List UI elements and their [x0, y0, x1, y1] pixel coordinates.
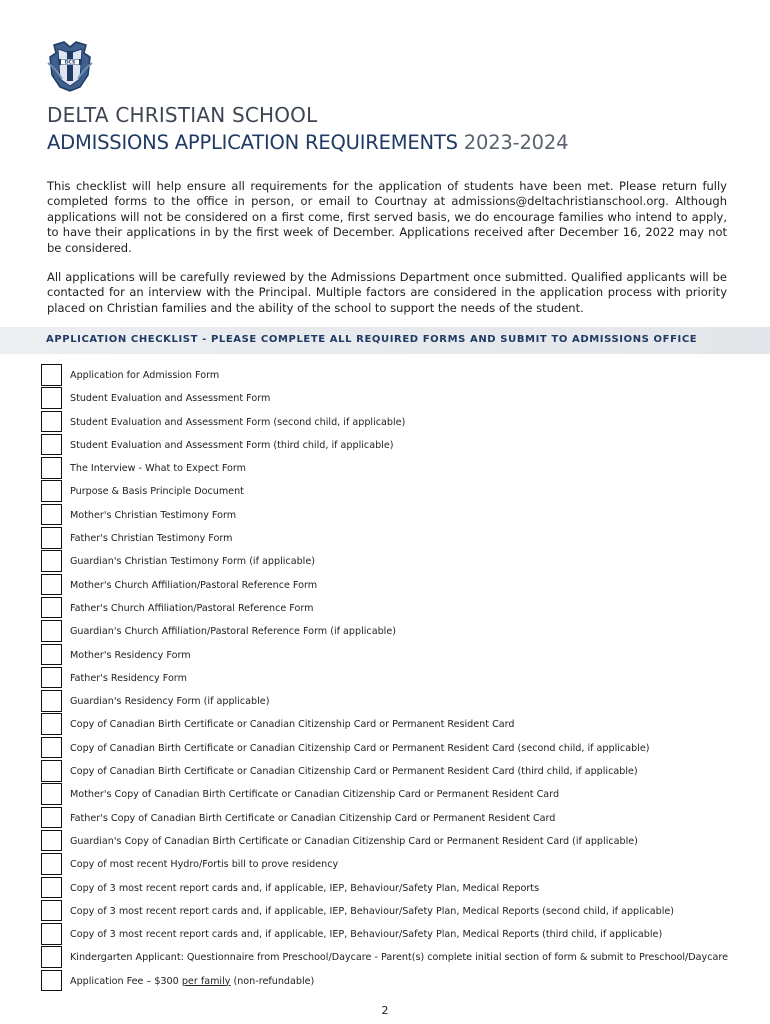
checkbox[interactable]	[41, 946, 62, 968]
checklist-item-label: Copy of 3 most recent report cards and, if applicable, IEP, Behaviour/Safety Plan, Medical Reports (third child, if applicable)	[70, 929, 663, 941]
checklist-item-label: Copy of Canadian Birth Certificate or Canadian Citizenship Card or Permanent Resident Card	[70, 719, 515, 731]
checkbox[interactable]	[41, 620, 62, 642]
checkbox[interactable]	[41, 504, 62, 526]
checklist-item-label	[70, 976, 314, 987]
checklist-item-label: Mother's Copy of Canadian Birth Certificate or Canadian Citizenship Card or Permanent Resident Card	[70, 789, 560, 801]
checkbox[interactable]	[41, 644, 62, 666]
checklist-item-label: Father's Copy of Canadian Birth Certificate or Canadian Citizenship Card or Permanent Resident Card	[70, 812, 556, 824]
checklist-item-label: Purpose & Basis Principle Document	[70, 486, 244, 498]
checklist-banner	[0, 327, 770, 354]
checkbox[interactable]	[41, 807, 62, 829]
checkbox[interactable]	[41, 527, 62, 549]
checklist-item-label: Guardian's Christian Testimony Form (if applicable)	[70, 556, 315, 568]
checkbox[interactable]	[41, 597, 62, 619]
checklist-item-label: Father's Residency Form	[70, 672, 187, 684]
checklist-item-label: Application for Admission Form	[70, 370, 220, 381]
checkbox[interactable]	[41, 434, 62, 456]
checklist-item-label: Student Evaluation and Assessment Form (third child, if applicable)	[70, 439, 394, 451]
checklist-item-label: Mother's Christian Testimony Form	[70, 509, 237, 521]
checkbox[interactable]	[41, 830, 62, 852]
checkbox[interactable]	[41, 411, 62, 433]
checkbox[interactable]	[41, 550, 62, 572]
fee-per-family: per family	[181, 975, 231, 987]
checkbox[interactable]	[41, 853, 62, 875]
checklist-item-label: Guardian's Residency Form (if applicable)	[70, 696, 270, 708]
checkbox[interactable]	[41, 877, 62, 899]
checkbox[interactable]	[41, 574, 62, 596]
checklist-item-label: Guardian's Church Affiliation/Pastoral Reference Form (if applicable)	[70, 626, 396, 638]
page-title	[47, 131, 568, 154]
checkbox[interactable]	[41, 737, 62, 759]
checklist-item-label: Copy of most recent Hydro/Fortis bill to prove residency	[70, 859, 339, 871]
page-number: 2	[381, 1004, 389, 1017]
checklist-item-label: Mother's Residency Form	[70, 649, 191, 661]
intro-paragraph-1: This checklist will help ensure all requirements for the application of students have been met. Please return fully completed forms to the office in person, or email to Courtnay at admissions@deltachristianschool.org. Although applications will not be considered on a first come, first served basis, we do encourage families who intend to apply, to have their applications in by the first week of December. Applications received after December 16, 2022 may not be considered.	[47, 179, 727, 255]
checkbox[interactable]	[41, 480, 62, 502]
checklist-item-label: The Interview - What to Expect Form	[70, 463, 246, 475]
checkbox[interactable]	[41, 690, 62, 712]
fee-prefix: Application Fee – $300	[70, 975, 182, 987]
checklist-item-label: Copy of 3 most recent report cards and, if applicable, IEP, Behaviour/Safety Plan, Medical Reports (second child, if applicable)	[70, 905, 675, 917]
checkbox[interactable]	[41, 900, 62, 922]
checkbox[interactable]	[41, 364, 62, 386]
checkbox[interactable]	[41, 783, 62, 805]
checkbox[interactable]	[41, 457, 62, 479]
checklist-item-label: Mother's Church Affiliation/Pastoral Reference Form	[70, 579, 318, 591]
intro-paragraph-2: All applications will be carefully reviewed by the Admissions Department once submitted. Qualified applicants will be contacted for an interview with the Principal. Multiple factors are considered in the application process with priority placed on Christian families and the ability of the school to support the needs of the student.	[47, 270, 727, 315]
checklist-item-label: Guardian's Copy of Canadian Birth Certificate or Canadian Citizenship Card or Permanent Resident Card (if applicable)	[70, 835, 638, 847]
title-text: ADMISSIONS APPLICATION REQUIREMENTS	[47, 131, 458, 154]
checklist-item-label: Father's Church Affiliation/Pastoral Reference Form	[70, 602, 314, 614]
checklist-item-label: Copy of 3 most recent report cards and, if applicable, IEP, Behaviour/Safety Plan, Medical Reports	[70, 882, 540, 894]
checklist-item-label: Kindergarten Applicant: Questionnaire from Preschool/Daycare - Parent(s) complete initial section of form & submit to Preschool/Daycare	[70, 952, 729, 964]
checkbox[interactable]	[41, 387, 62, 409]
checklist-heading: APPLICATION CHECKLIST - PLEASE COMPLETE ALL REQUIRED FORMS AND SUBMIT TO ADMISSIONS OFFICE	[46, 334, 698, 345]
checkbox[interactable]	[41, 923, 62, 945]
fee-suffix: (non-refundable)	[230, 975, 315, 987]
checklist-item-label: Copy of Canadian Birth Certificate or Canadian Citizenship Card or Permanent Resident Card (third child, if applicable)	[70, 766, 638, 778]
checkbox[interactable]	[41, 713, 62, 735]
school-crest-logo	[44, 39, 96, 93]
title-year: 2023-2024	[463, 131, 569, 154]
logo-text: DCS	[64, 60, 76, 66]
checkbox[interactable]	[41, 667, 62, 689]
school-name: DELTA CHRISTIAN SCHOOL	[47, 103, 318, 127]
checkbox[interactable]	[41, 970, 62, 992]
checklist-item-label: Copy of Canadian Birth Certificate or Canadian Citizenship Card or Permanent Resident Card (second child, if applicable)	[70, 742, 650, 754]
checklist-item-label: Student Evaluation and Assessment Form (second child, if applicable)	[70, 416, 406, 428]
checklist-item-label: Student Evaluation and Assessment Form	[70, 393, 271, 405]
checkbox[interactable]	[41, 760, 62, 782]
checklist-item-label: Father's Christian Testimony Form	[70, 533, 233, 545]
